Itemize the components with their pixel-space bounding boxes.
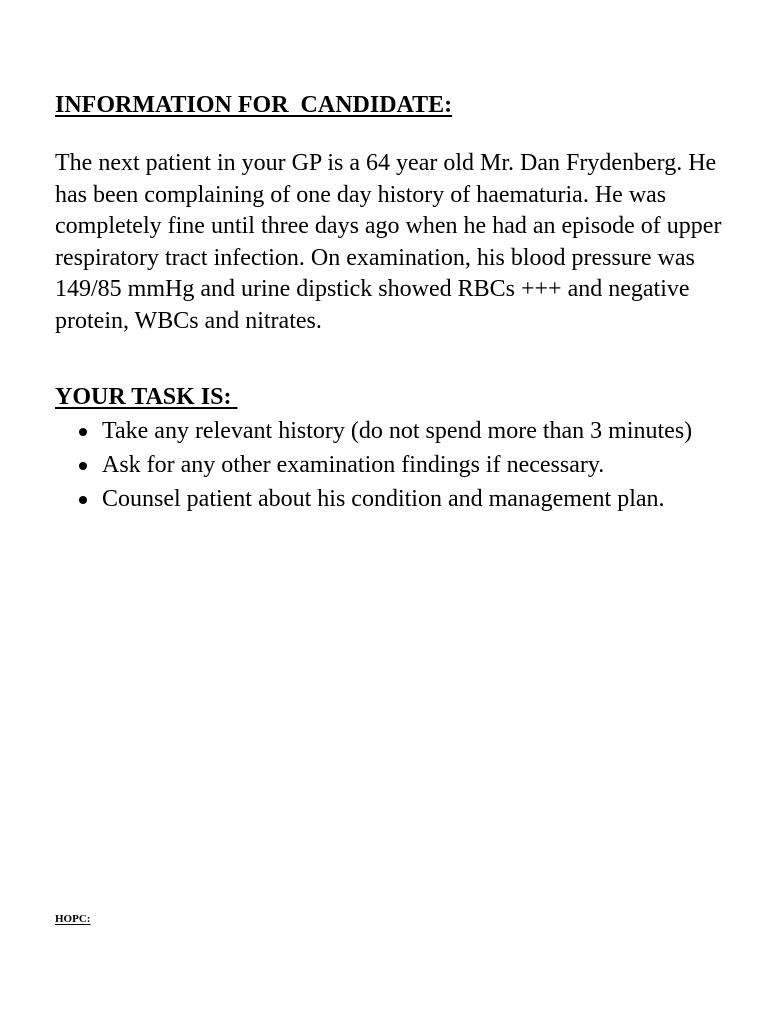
bullet-icon — [79, 428, 87, 436]
task-list — [77, 415, 727, 517]
bullet-icon — [79, 462, 87, 470]
task-item-text: Ask for any other examination findings if necessary. — [102, 452, 605, 478]
bullet-icon — [79, 496, 87, 504]
task-item — [77, 415, 727, 447]
patient-scenario-paragraph: The next patient in your GP is a 64 year old Mr. Dan Frydenberg. He has been complaining of one day history of haematuria. He was completely fine until three days ago when he had an episode of upper respiratory tract infection. On examination, his blood pressure was 149/85 mmHg and urine dipstick showed RBCs +++ and negative protein, WBCs and nitrates. — [55, 150, 722, 334]
task-item — [77, 449, 727, 481]
task-item-text: Counsel patient about his condition and management plan. — [102, 486, 665, 512]
information-for-candidate-heading: INFORMATION FOR CANDIDATE: — [55, 92, 453, 118]
task-item-text: Take any relevant history (do not spend more than 3 minutes) — [102, 418, 693, 444]
your-task-heading: YOUR TASK IS: — [55, 384, 238, 410]
hopc-label: HOPC: — [55, 913, 91, 925]
task-item — [77, 483, 727, 515]
